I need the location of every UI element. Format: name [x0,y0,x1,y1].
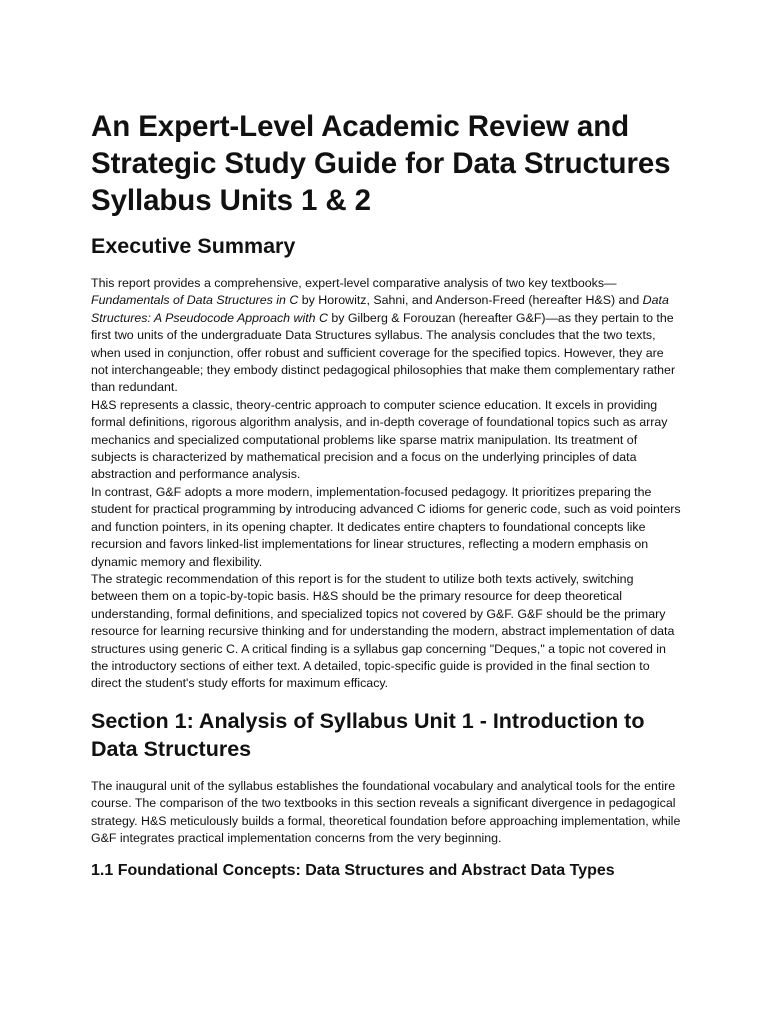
book-title-hs: Fundamentals of Data Structures in C [91,293,299,308]
executive-summary-paragraph-2: H&S represents a classic, theory-centric approach to computer science education. It excels in providing formal definitions, rigorous algorithm analysis, and in-depth coverage of foundational topics such as array mechanics and specialized computational problems like sparse matrix manipulation. Its treatment of subjects is characterized by mathematical precision and a focus on the underlying principles of data abstraction and performance analysis. [91,397,668,482]
book-title-gf: Data Structures: A Pseudocode Approach with C [91,293,669,325]
text-run: by Gilberg & Forouzan (hereafter G&F)—as they pertain to the first two units of the undergraduate Data Structures syllabus. The analysis concludes that the two texts, when used in conjunction, offer robust and sufficient coverage for the specified topics. However, they are not interchangeable; they embody distinct pedagogical philosophies that make them complementary rather than redundant. [91,310,676,395]
section-1-1-heading: 1.1 Foundational Concepts: Data Structures and Abstract Data Types [91,862,615,880]
executive-summary-paragraph-1 [91,275,681,397]
document-title: An Expert-Level Academic Review and Strategic Study Guide for Data Structures Syllabus Units 1 & 2 [91,110,671,217]
section-1-heading: Section 1: Analysis of Syllabus Unit 1 - Introduction to Data Structures [91,708,645,761]
section-1-paragraph-1: The inaugural unit of the syllabus establishes the foundational vocabulary and analytical tools for the entire course. The comparison of the two textbooks in this section reveals a significant divergence in pedagogical strategy. H&S meticulously builds a formal, theoretical foundation before approaching implementation, while G&F integrates practical implementation concerns from the very beginning. [91,778,681,845]
text-run: by Horowitz, Sahni, and Anderson-Freed (hereafter H&S) and [298,293,643,308]
text-run: This report provides a comprehensive, expert-level comparative analysis of two key textbooks— [91,276,617,290]
executive-summary-paragraph-4: The strategic recommendation of this report is for the student to utilize both texts actively, switching between them on a topic-by-topic basis. H&S should be the primary resource for deep theoretical understanding, formal definitions, and specialized topics not covered by G&F. G&F should be the primary resource for learning recursive thinking and for understanding the modern, abstract implementation of data structures using generic C. A critical finding is a syllabus gap concerning "Deques," a topic not covered in the introductory sections of either text. A detailed, topic-specific guide is provided in the final section to direct the student's study efforts for maximum efficacy. [91,571,675,691]
executive-summary-heading: Executive Summary [91,234,296,258]
executive-summary-paragraph-3: In contrast, G&F adopts a more modern, implementation-focused pedagogy. It prioritizes preparing the student for practical programming by introducing advanced C idioms for generic code, such as void pointers and function pointers, in its opening chapter. It dedicates entire chapters to foundational concepts like recursion and favors linked-list implementations for linear structures, reflecting a modern emphasis on dynamic memory and flexibility. [91,484,681,569]
document-page [91,108,681,881]
